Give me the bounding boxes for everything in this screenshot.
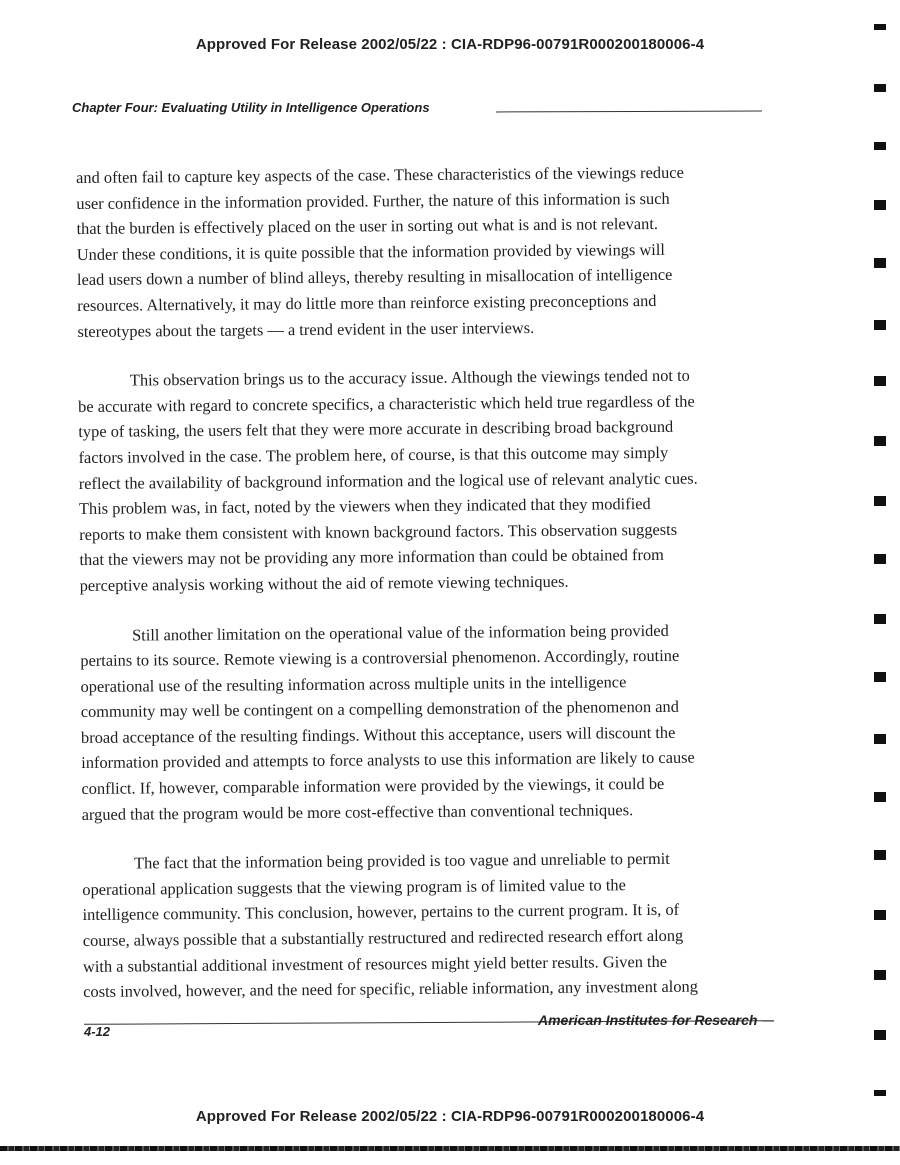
text-line: Still another limitation on the operational value of the information being provided	[132, 620, 669, 645]
text-line: broad acceptance of the resulting findings. Without this acceptance, users will discount the	[80, 722, 676, 747]
text-line: be accurate with regard to concrete specifics, a characteristic which held true regardless of the	[78, 391, 695, 416]
scan-mark	[874, 910, 886, 920]
chapter-title: Chapter Four: Evaluating Utility in Intelligence Operations	[72, 100, 430, 115]
text-line: This observation brings us to the accuracy issue. Although the viewings tended not to	[129, 365, 690, 390]
body-text	[76, 159, 772, 1029]
text-line: The fact that the information being provided is too vague and unreliable to permit	[134, 849, 670, 873]
text-line: with a substantial additional investment of resources might yield better results. Given the	[82, 951, 668, 976]
text-line: course, always possible that a substantially restructured and redirected research effort along	[82, 925, 684, 951]
text-line: Under these conditions, it is quite possible that the information provided by viewings will	[76, 239, 666, 264]
scan-mark	[874, 1090, 886, 1096]
scan-mark	[874, 970, 886, 980]
scan-mark	[874, 436, 886, 446]
scan-mark	[874, 734, 886, 744]
paragraph-3	[80, 616, 770, 827]
scan-mark	[874, 614, 886, 624]
text-line: intelligence community. This conclusion, however, pertains to the current program. It is, of	[82, 900, 680, 925]
release-footer: Approved For Release 2002/05/22 : CIA-RDP96-00791R000200180006-4	[195, 1108, 705, 1125]
text-line: that the burden is effectively placed on the user in sorting out what is and is not relevant.	[76, 214, 659, 239]
paragraph-1	[76, 159, 766, 344]
text-line: reflect the availability of background information and the logical use of relevant analytic cues.	[78, 468, 698, 493]
page-number: 4-12	[84, 1024, 111, 1039]
scan-bottom-bar	[0, 1146, 900, 1151]
text-line: argued that the program would be more cost-effective than conventional techniques.	[81, 799, 634, 824]
text-line: stereotypes about the targets — a trend evident in the user interviews.	[77, 317, 535, 341]
text-line: information provided and attempts to force analysts to use this information are likely to cause	[81, 748, 695, 773]
text-line: that the viewers may not be providing any more information than could be obtained from	[79, 545, 664, 570]
scan-mark	[874, 792, 886, 802]
scan-mark	[874, 200, 886, 210]
scan-mark	[874, 24, 886, 30]
text-line: reports to make them consistent with known background factors. This observation suggests	[79, 519, 678, 544]
release-header: Approved For Release 2002/05/22 : CIA-RDP96-00791R000200180006-4	[195, 36, 705, 53]
chapter-title-rule	[496, 111, 762, 113]
paragraph-4	[82, 845, 771, 1005]
scan-mark	[874, 142, 886, 150]
text-line: user confidence in the information provided. Further, the nature of this information is such	[76, 188, 670, 213]
scan-mark	[874, 672, 886, 682]
scan-mark	[874, 1030, 886, 1040]
scan-mark	[874, 320, 886, 330]
text-line: community may well be contingent on a compelling demonstration of the phenomenon and	[80, 697, 679, 722]
scan-edge-marks	[868, 0, 900, 1165]
text-line: This problem was, in fact, noted by the viewers when they indicated that they modified	[78, 494, 651, 519]
scan-mark	[874, 84, 886, 92]
text-line: resources. Alternatively, it may do little more than reinforce existing preconceptions and	[77, 290, 657, 315]
text-line: type of tasking, the users felt that they were more accurate in describing broad background	[78, 417, 674, 442]
scan-mark	[874, 376, 886, 386]
organization-name: American Institutes for Research	[538, 1012, 758, 1028]
scan-mark	[874, 850, 886, 860]
paragraph-2	[78, 362, 768, 598]
text-line: lead users down a number of blind alleys, thereby resulting in misallocation of intelligence	[76, 265, 673, 290]
text-line: operational application suggests that the viewing program is of limited value to the	[82, 875, 626, 899]
text-line: conflict. If, however, comparable information were provided by the viewings, it could be	[81, 773, 665, 799]
text-line: and often fail to capture key aspects of the case. These characteristics of the viewings reduce	[76, 162, 684, 187]
text-line: factors involved in the case. The problem here, of course, is that this outcome may simply	[78, 442, 669, 467]
scan-mark	[874, 554, 886, 564]
text-line: operational use of the resulting information across multiple units in the intelligence	[80, 671, 627, 696]
scan-mark	[874, 496, 886, 506]
text-line: costs involved, however, and the need for specific, reliable information, any investment along	[83, 976, 698, 1002]
scan-mark	[874, 258, 886, 268]
text-line: pertains to its source. Remote viewing is a controversial phenomenon. Accordingly, routine	[80, 645, 680, 671]
text-line: perceptive analysis working without the aid of remote viewing techniques.	[79, 571, 569, 595]
